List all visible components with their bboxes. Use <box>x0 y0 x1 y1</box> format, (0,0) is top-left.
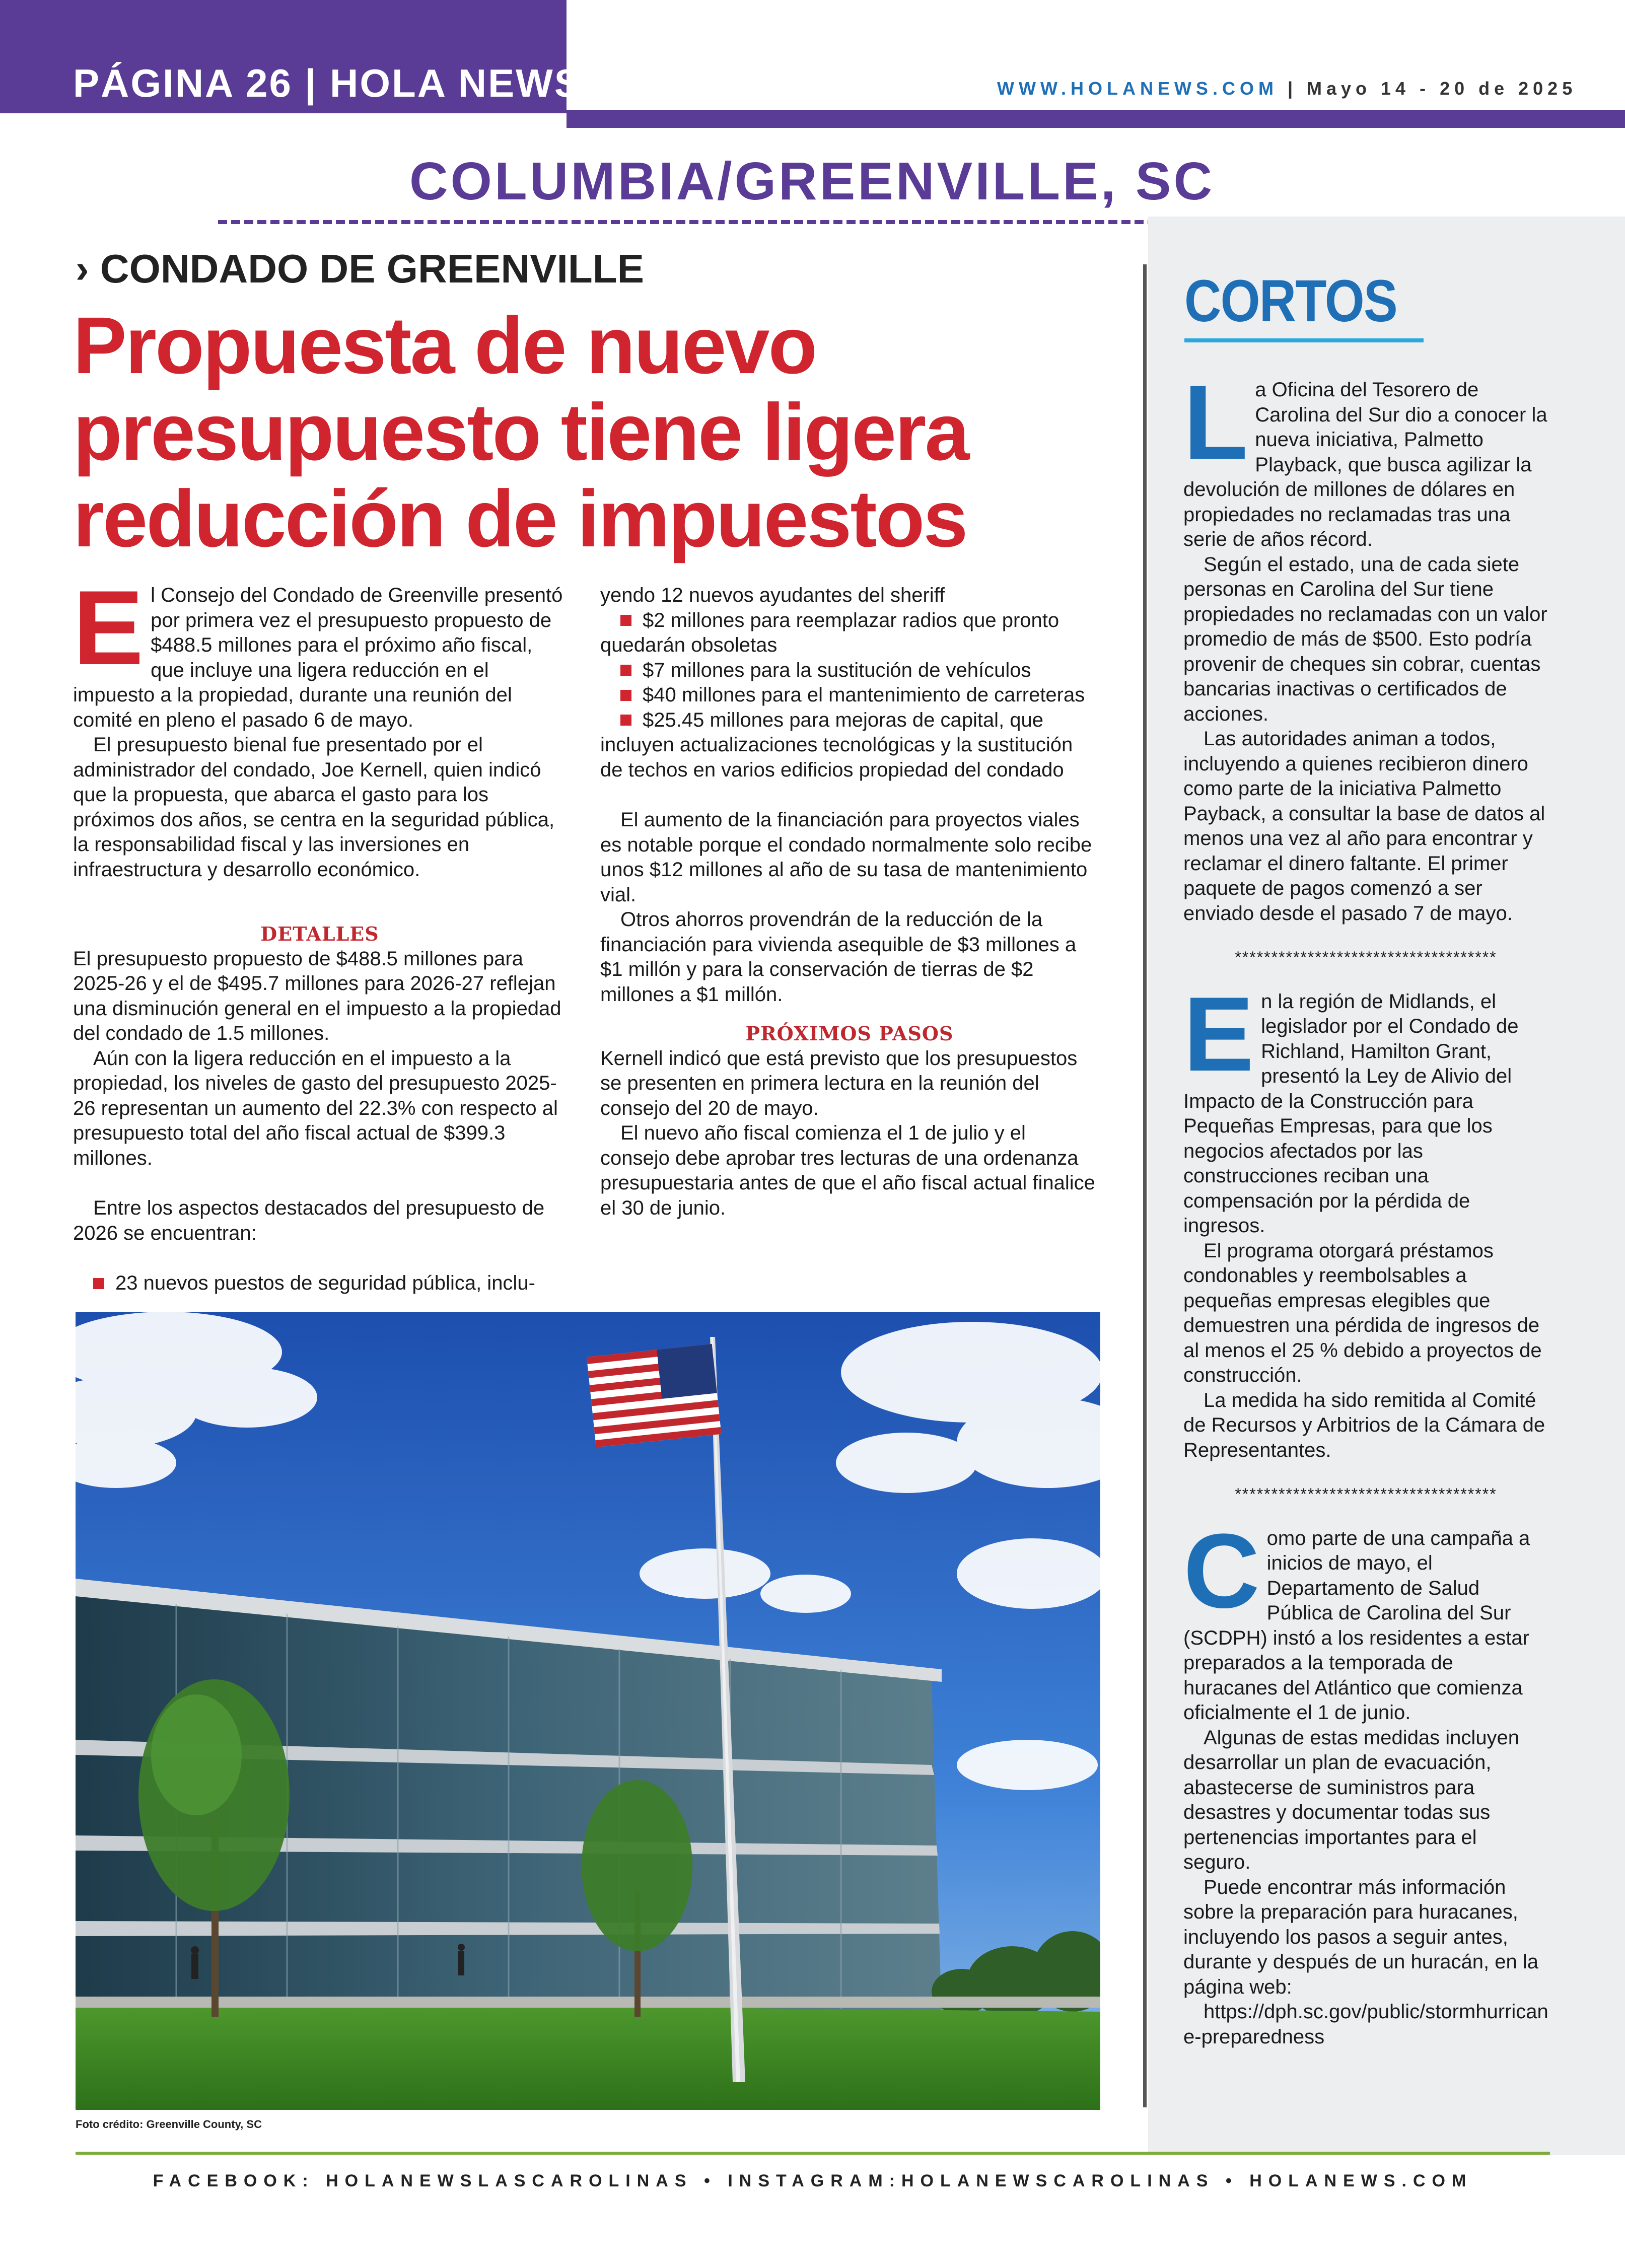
photo-credit: Foto crédito: Greenville County, SC <box>76 2118 262 2131</box>
brief-paragraph: En la región de Midlands, el legislador por el Condado de Richland, Hamilton Grant, presentó la Ley de Alivio del Impacto de la Construcción para Pequeñas Empresas, para que los negocios afectados por las construcciones reciban una compensación por la pérdida de ingresos. <box>1183 974 1519 1237</box>
drop-cap: L <box>1183 363 1248 481</box>
building-flag-illustration <box>76 1312 1100 2110</box>
brief-paragraph: La medida ha sido remitida al Comité de Recursos y Arbitrios de la Cámara de Representantes. <box>1183 1389 1545 1461</box>
article-paragraph: Aún con la ligera reducción en el impuesto a la propiedad, los niveles de gasto del presupuesto 2025-26 representan un aumento del 22.3% con respecto al presupuesto total del año fiscal actual de $399.3 millones. <box>73 1047 558 1169</box>
section-kicker: › CONDADO DE GREENVILLE <box>76 246 644 291</box>
list-item: $7 millones para la sustitución de vehículos <box>600 658 1099 683</box>
article-paragraph: El nuevo año fiscal comienza el 1 de julio y el consejo debe aprobar tres lecturas de una ordenanza presupuestaria antes de que el año fiscal actual finalice el 30 de junio. <box>600 1122 1095 1219</box>
page-label: PÁGINA 26 | HOLA NEWS <box>73 61 582 105</box>
brief-paragraph: Puede encontrar más información sobre la preparación para huracanes, incluyendo los pasos a seguir antes, durante y después de un huracán, en la página web: <box>1183 1876 1538 1998</box>
headline: Propuesta de nuevo presupuesto tiene ligera reducción de impuestos <box>73 300 968 563</box>
brief-paragraph: La Oficina del Tesorero de Carolina del Sur dio a conocer la nueva iniciativa, Palmetto Playback, que busca agilizar la devolución de millones de dólares en propiedades no reclamadas tras una serie de años récord. <box>1183 363 1547 550</box>
subheading-details: DETALLES <box>260 923 379 945</box>
list-item: $2 millones para reemplazar radios que pronto quedarán obsoletas <box>600 609 1059 656</box>
drop-cap: E <box>73 569 144 687</box>
separator: ************************************ <box>1235 948 1497 966</box>
article-paragraph: El aumento de la financiación para proyectos viales es notable porque el condado normalmente solo recibe unos $12 millones al año de su tasa de mantenimiento vial. <box>600 809 1092 906</box>
web-link[interactable]: https://dph.sc.gov/public/stormhurricane-preparedness <box>1183 2001 1548 2048</box>
sidebar-content <box>1183 363 1548 2049</box>
bullet-square-icon <box>620 615 631 626</box>
article-paragraph: El presupuesto bienal fue presentado por el administrador del condado, Joe Kernell, quien indicó que la propuesta, que abarca el gasto para los próximos dos años, se centra en la seguridad pública, la responsabilidad fiscal y las inversiones en infraestructura y desarrollo económico. <box>73 734 555 881</box>
bullet-square-icon <box>93 1278 104 1289</box>
issue-date: | Mayo 14 - 20 de 2025 <box>1278 78 1577 99</box>
article-paragraph: Kernell indicó que está previsto que los presupuestos se presenten en primera lectura en la reunión del consejo del 20 de mayo. <box>600 1047 1078 1119</box>
article-paragraph: El presupuesto propuesto de $488.5 millones para 2025-26 y el de $495.7 millones para 2026-27 reflejan una disminución general en el impuesto a la propiedad del condado de 1.5 millones. <box>73 947 561 1044</box>
list-item: $25.45 millones para mejoras de capital, que incluyen actualizaciones tecnológicas y la sustitución de techos en varios edificios propiedad del condado <box>600 708 1073 781</box>
bullet-square-icon <box>620 715 631 726</box>
drop-cap: E <box>1183 974 1254 1093</box>
separator: ************************************ <box>1235 1485 1497 1503</box>
region-title: COLUMBIA/GREENVILLE, SC <box>409 152 1215 211</box>
article-paragraph: El Consejo del Condado de Greenville presentó por primera vez el presupuesto propuesto de $488.5 millones para el próximo año fiscal, que incluye una ligera reducción en el impuesto a la propiedad, durante una reunión del comité en pleno el pasado 6 de mayo. <box>73 569 563 731</box>
sidebar-title: CORTOS <box>1184 268 1397 334</box>
article-paragraph: Otros ahorros provendrán de la reducción de la financiación para vivienda asequible de $3 millones a $1 millón y para la conservación de tierras de $2 millones a $1 millón. <box>600 908 1077 1006</box>
header-site-date <box>997 78 1577 99</box>
sidebar-divider <box>1143 264 1147 2107</box>
brief-paragraph: Algunas de estas medidas incluyen desarrollar un plan de evacuación, abastecerse de suministros para desastres y documentar todas sus pertenencias importantes para el seguro. <box>1183 1726 1520 1873</box>
brief-paragraph: El programa otorgará préstamos condonables y reembolsables a pequeñas empresas elegibles que demuestren una pérdida de ingresos de al menos el 25 % debido a proyectos de construcción. <box>1183 1239 1542 1386</box>
article-photo <box>76 1312 1100 2110</box>
list-item: 23 nuevos puestos de seguridad pública, inclu- <box>73 1271 567 1296</box>
brief-paragraph: Según el estado, una de cada siete personas en Carolina del Sur tiene propiedades no reclamadas con un valor promedio de más de $500. Esto podría provenir de cheques sin cobrar, cuentas bancarias inactivas o certificados de acciones. <box>1183 553 1547 725</box>
footer-social: FACEBOOK: HOLANEWSLASCAROLINAS • INSTAGRAM:HOLANEWSCAROLINAS • HOLANEWS.COM <box>153 2171 1473 2190</box>
drop-cap: C <box>1183 1511 1260 1630</box>
sidebar-title-underline <box>1184 338 1424 342</box>
list-item-continued: yendo 12 nuevos ayudantes del sheriff <box>600 584 945 606</box>
website-link[interactable]: WWW.HOLANEWS.COM <box>997 78 1278 99</box>
list-item: $40 millones para el mantenimiento de carreteras <box>600 683 1099 708</box>
article-column-2 <box>600 583 1099 1221</box>
header-bar <box>567 110 1625 128</box>
bullet-square-icon <box>620 690 631 701</box>
footer-divider <box>76 2152 1550 2155</box>
brief-paragraph: Las autoridades animan a todos, incluyendo a quienes recibieron dinero como parte de la iniciativa Palmetto Payback, a consultar la base de datos al menos una vez al año para encontrar y reclamar el dinero faltante. El primer paquete de pagos comenzó a ser enviado desde el pasado 7 de mayo. <box>1183 728 1545 925</box>
article-column-1 <box>73 569 567 1296</box>
brief-paragraph: Como parte de una campaña a inicios de mayo, el Departamento de Salud Pública de Carolina del Sur (SCDPH) instó a los residentes a estar preparados a la temporada de huracanes del Atlántico que comienza oficialmente el 1 de junio. <box>1183 1511 1530 1724</box>
subheading-next-steps: PRÓXIMOS PASOS <box>745 1022 954 1045</box>
bullet-square-icon <box>620 665 631 676</box>
article-paragraph: Entre los aspectos destacados del presupuesto de 2026 se encuentran: <box>73 1197 545 1244</box>
